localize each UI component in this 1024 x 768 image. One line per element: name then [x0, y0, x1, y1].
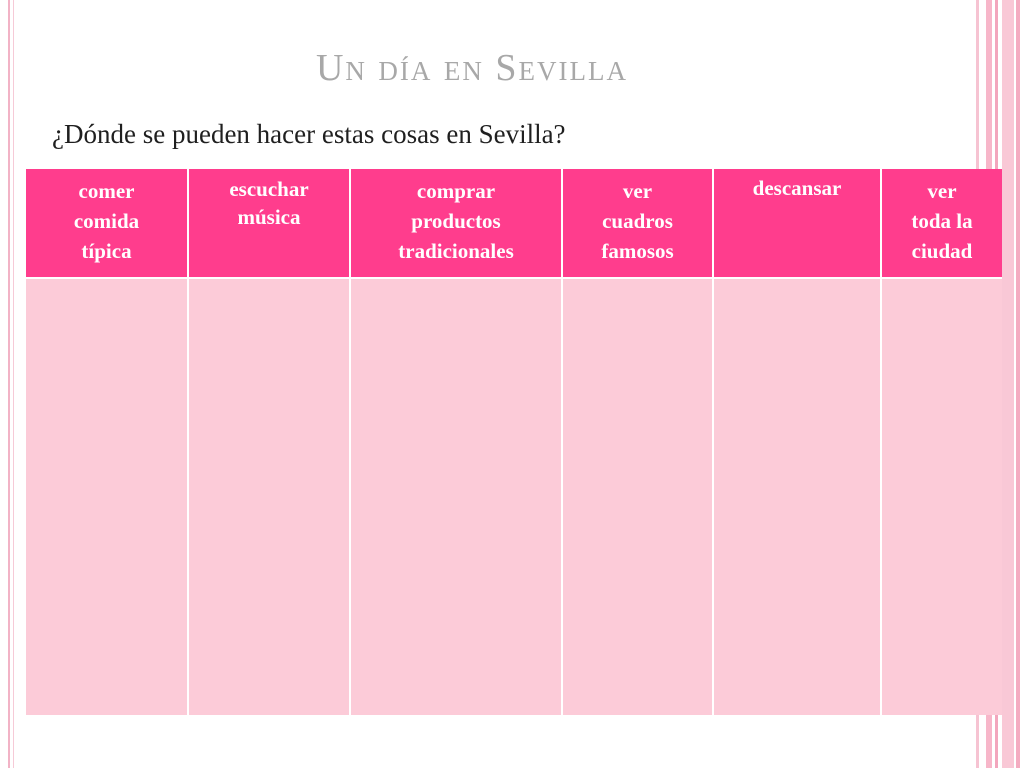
slide-title: Un día en Sevilla — [315, 47, 629, 89]
answer-cell-descansar[interactable] — [714, 279, 880, 715]
left-frame-line — [13, 0, 14, 768]
answer-cell-comer[interactable] — [26, 279, 187, 715]
header-cell-comprar: comprar productos tradicionales — [351, 169, 561, 277]
header-cell-ver-cuadros: ver cuadros famosos — [563, 169, 712, 277]
activities-table — [26, 169, 998, 715]
left-frame-line — [8, 0, 10, 768]
slide-subtitle: ¿Dónde se pueden hacer estas cosas en Sevilla? — [52, 119, 566, 149]
answer-cell-escuchar[interactable] — [189, 279, 349, 715]
header-cell-comer: comer comida típica — [26, 169, 187, 277]
right-decor-stripe — [1016, 0, 1020, 768]
header-cell-descansar: descansar — [714, 169, 880, 277]
answer-cell-ver-cuadros[interactable] — [563, 279, 712, 715]
header-cell-escuchar: escuchar música — [189, 169, 349, 277]
header-cell-ver-ciudad: ver toda la ciudad — [882, 169, 1002, 277]
answer-cell-ver-ciudad[interactable] — [882, 279, 1002, 715]
answer-cell-comprar[interactable] — [351, 279, 561, 715]
right-decor-stripe — [1002, 0, 1014, 768]
